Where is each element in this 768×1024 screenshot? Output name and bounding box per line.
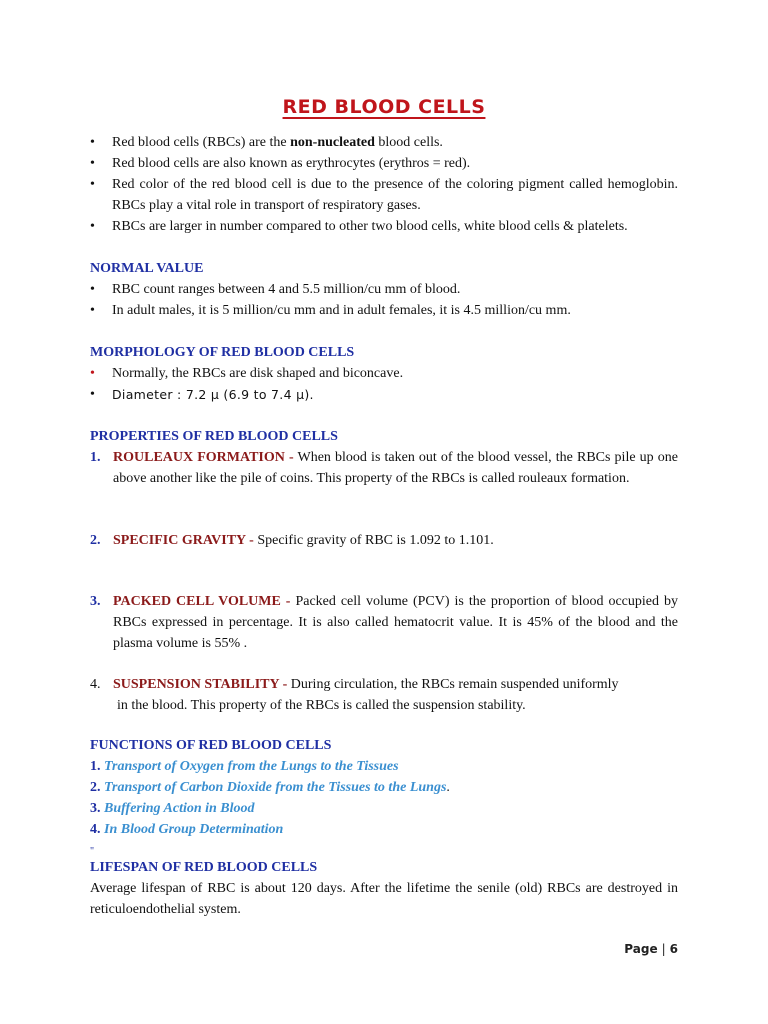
item-number: 2. (90, 533, 101, 548)
item-number: 3. (90, 594, 101, 609)
property-term: SUSPENSION STABILITY - (113, 677, 288, 692)
section-heading: MORPHOLOGY OF RED BLOOD CELLS (90, 345, 355, 360)
lifespan-section (90, 857, 678, 920)
section-heading: FUNCTIONS OF RED BLOOD CELLS (90, 738, 332, 753)
function-item: 2. Transport of Carbon Dioxide from the Tissues to the Lungs. (90, 780, 450, 795)
lifespan-text: Average lifespan of RBC is about 120 days. After the lifetime the senile (old) RBCs are destroyed in reticuloendothelial system. (90, 881, 678, 917)
section-heading: NORMAL VALUE (90, 261, 204, 276)
properties-section (90, 426, 678, 489)
functions-section (90, 735, 678, 840)
page-title: RED BLOOD CELLS (282, 96, 486, 118)
item-number: 1. (90, 450, 101, 465)
footer-separator: | (661, 942, 666, 956)
property-item: 1. ROULEAUX FORMATION - When blood is taken out of the blood vessel, the RBCs pile up one above another like the pile of coins. This property of the RBCs is called rouleaux formation. (90, 447, 678, 489)
function-item: 1. Transport of Oxygen from the Lungs to the Tissues (90, 759, 399, 774)
function-item: 3. Buffering Action in Blood (90, 801, 255, 816)
page-footer (624, 942, 678, 956)
property-term: PACKED CELL VOLUME - (113, 594, 291, 609)
section-heading: PROPERTIES OF RED BLOOD CELLS (90, 429, 338, 444)
list-item: • Diameter : 7.2 μ (6.9 to 7.4 μ). (90, 384, 678, 406)
normal-value-section (90, 258, 678, 321)
property-item: 4. SUSPENSION STABILITY - During circulation, the RBCs remain suspended uniformly in the blood. This property of the RBCs is called the suspension stability. (90, 674, 678, 716)
section-heading: LIFESPAN OF RED BLOOD CELLS (90, 860, 318, 875)
properties-section (90, 674, 678, 716)
item-number: 4. (90, 677, 101, 692)
list-item: • Normally, the RBCs are disk shaped and biconcave. (90, 363, 678, 384)
list-item: • In adult males, it is 5 million/cu mm and in adult females, it is 4.5 million/cu mm. (90, 300, 678, 321)
stray-mark: " (90, 846, 95, 857)
intro-item: • Red blood cells (RBCs) are the non-nucleated blood cells. (90, 132, 678, 153)
list-item: • RBC count ranges between 4 and 5.5 million/cu mm of blood. (90, 279, 678, 300)
property-item: 3. PACKED CELL VOLUME - Packed cell volume (PCV) is the proportion of blood occupied by RBCs expressed in percentage. It is also called hematocrit value. It is 45% of the blood and the plasma volume is 55% . (90, 591, 678, 654)
property-item: 2. SPECIFIC GRAVITY - Specific gravity of RBC is 1.092 to 1.101. (90, 530, 678, 551)
emphasis-text: non-nucleated (290, 135, 375, 150)
page-label: Page (624, 942, 658, 956)
intro-item: • Red color of the red blood cell is due to the presence of the coloring pigment called hemoglobin. RBCs play a vital role in transport of respiratory gases. (90, 174, 678, 216)
intro-item: • RBCs are larger in number compared to other two blood cells, white blood cells & platelets. (90, 216, 678, 237)
property-term: SPECIFIC GRAVITY - (113, 533, 254, 548)
property-term: ROULEAUX FORMATION - (113, 450, 294, 465)
properties-section (90, 591, 678, 654)
function-item: 4. In Blood Group Determination (90, 822, 284, 837)
intro-section (90, 132, 678, 237)
intro-item: • Red blood cells are also known as erythrocytes (erythros = red). (90, 153, 678, 174)
morphology-section (90, 342, 678, 406)
properties-section (90, 530, 678, 551)
page-number: 6 (669, 942, 678, 956)
